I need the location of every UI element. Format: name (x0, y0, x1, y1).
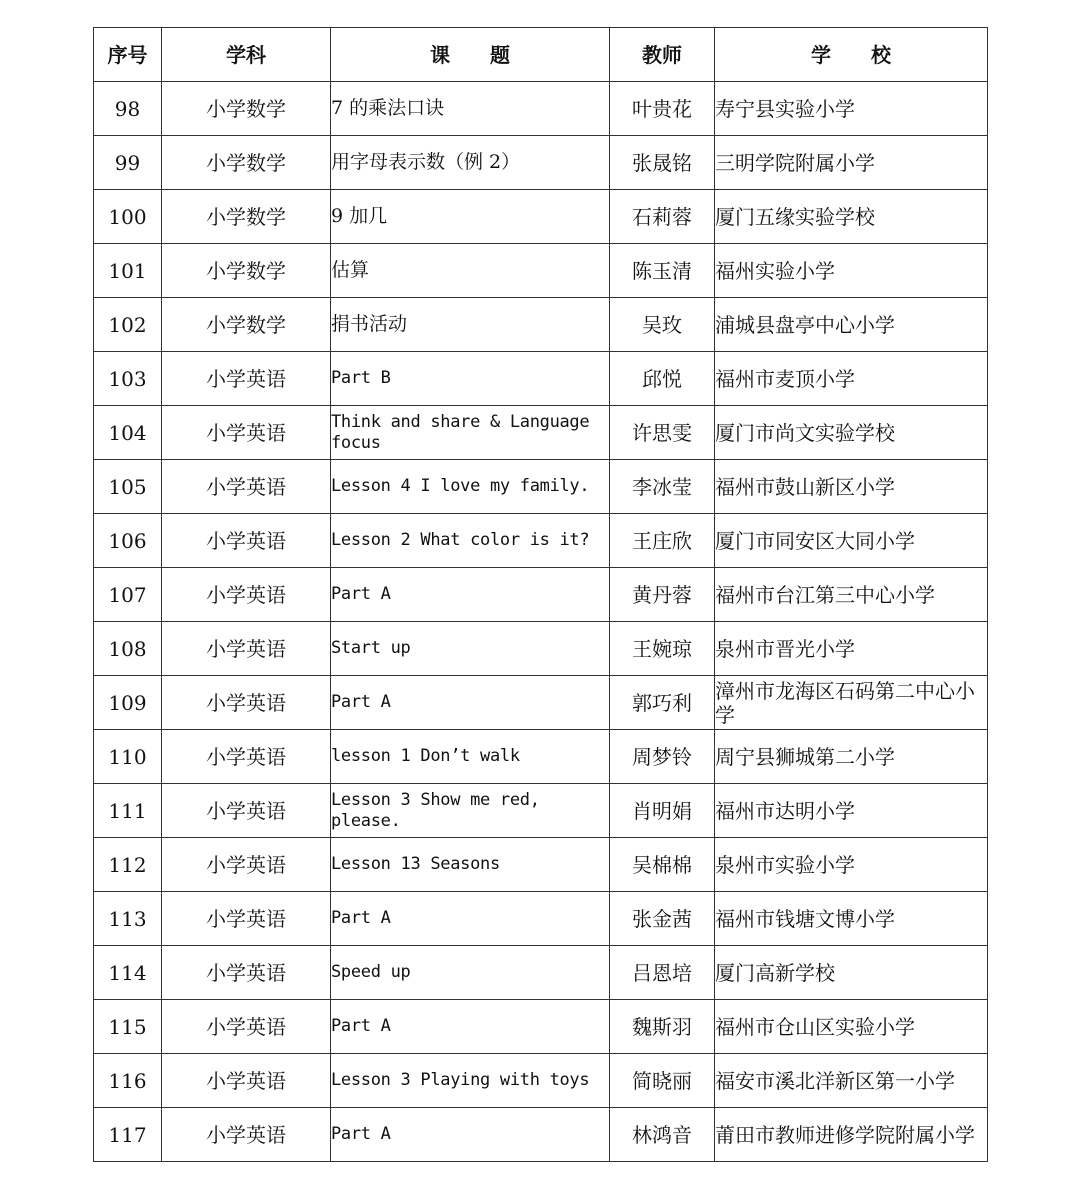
table-header (94, 28, 988, 82)
header-no: 序号 (94, 28, 162, 82)
cell-teacher: 林鸿音 (610, 1108, 715, 1162)
cell-subject: 小学英语 (162, 676, 331, 730)
cell-subject: 小学英语 (162, 784, 331, 838)
cell-teacher: 吴棉棉 (610, 838, 715, 892)
cell-topic: Part A (331, 892, 610, 946)
cell-no: 114 (94, 946, 162, 1000)
cell-teacher: 肖明娟 (610, 784, 715, 838)
cell-no: 103 (94, 352, 162, 406)
cell-teacher: 王庄欣 (610, 514, 715, 568)
cell-subject: 小学数学 (162, 298, 331, 352)
cell-teacher: 周梦铃 (610, 730, 715, 784)
cell-no: 110 (94, 730, 162, 784)
header-topic: 课 题 (331, 28, 610, 82)
cell-school: 寿宁县实验小学 (715, 82, 988, 136)
cell-school: 福州市麦顶小学 (715, 352, 988, 406)
cell-no: 117 (94, 1108, 162, 1162)
cell-school: 福州市达明小学 (715, 784, 988, 838)
cell-no: 109 (94, 676, 162, 730)
cell-no: 106 (94, 514, 162, 568)
cell-teacher: 郭巧利 (610, 676, 715, 730)
cell-subject: 小学数学 (162, 136, 331, 190)
table-row (94, 136, 988, 190)
cell-no: 113 (94, 892, 162, 946)
cell-teacher: 张金茜 (610, 892, 715, 946)
cell-school: 福州市仓山区实验小学 (715, 1000, 988, 1054)
cell-school: 漳州市龙海区石码第二中心小学 (715, 676, 988, 730)
table-row (94, 514, 988, 568)
cell-school: 泉州市晋光小学 (715, 622, 988, 676)
table-row (94, 1108, 988, 1162)
table-row (94, 244, 988, 298)
cell-topic: Part A (331, 676, 610, 730)
cell-no: 105 (94, 460, 162, 514)
cell-teacher: 吕恩培 (610, 946, 715, 1000)
cell-no: 98 (94, 82, 162, 136)
cell-school: 厦门高新学校 (715, 946, 988, 1000)
cell-subject: 小学英语 (162, 838, 331, 892)
table-row (94, 460, 988, 514)
cell-no: 115 (94, 1000, 162, 1054)
cell-no: 100 (94, 190, 162, 244)
table-row (94, 1000, 988, 1054)
cell-topic: 用字母表示数（例 2） (331, 136, 610, 190)
header-subject: 学科 (162, 28, 331, 82)
cell-subject: 小学英语 (162, 460, 331, 514)
table-row (94, 946, 988, 1000)
cell-no: 99 (94, 136, 162, 190)
cell-school: 周宁县狮城第二小学 (715, 730, 988, 784)
header-row (94, 28, 988, 82)
cell-school: 泉州市实验小学 (715, 838, 988, 892)
cell-topic: lesson 1 Don’t walk (331, 730, 610, 784)
cell-topic: Part A (331, 1000, 610, 1054)
cell-no: 112 (94, 838, 162, 892)
cell-no: 116 (94, 1054, 162, 1108)
cell-school: 浦城县盘亭中心小学 (715, 298, 988, 352)
table-row (94, 784, 988, 838)
cell-topic: Think and share & Language focus (331, 406, 610, 460)
header-teacher: 教师 (610, 28, 715, 82)
cell-no: 102 (94, 298, 162, 352)
header-school: 学 校 (715, 28, 988, 82)
table-row (94, 676, 988, 730)
table-row (94, 190, 988, 244)
cell-no: 101 (94, 244, 162, 298)
cell-no: 107 (94, 568, 162, 622)
cell-subject: 小学英语 (162, 892, 331, 946)
cell-school: 三明学院附属小学 (715, 136, 988, 190)
cell-topic: Lesson 2 What color is it? (331, 514, 610, 568)
cell-subject: 小学英语 (162, 568, 331, 622)
cell-topic: 估算 (331, 244, 610, 298)
cell-subject: 小学英语 (162, 514, 331, 568)
cell-teacher: 石莉蓉 (610, 190, 715, 244)
cell-school: 福安市溪北洋新区第一小学 (715, 1054, 988, 1108)
table-row (94, 568, 988, 622)
cell-subject: 小学英语 (162, 1000, 331, 1054)
cell-subject: 小学英语 (162, 730, 331, 784)
table-row (94, 352, 988, 406)
cell-school: 厦门五缘实验学校 (715, 190, 988, 244)
table-row (94, 892, 988, 946)
cell-teacher: 简晓丽 (610, 1054, 715, 1108)
cell-subject: 小学英语 (162, 1108, 331, 1162)
cell-subject: 小学英语 (162, 406, 331, 460)
cell-topic: Lesson 4 I love my family. (331, 460, 610, 514)
cell-topic: Lesson 3 Playing with toys (331, 1054, 610, 1108)
cell-teacher: 叶贵花 (610, 82, 715, 136)
course-table (93, 27, 988, 1162)
cell-school: 莆田市教师进修学院附属小学 (715, 1108, 988, 1162)
cell-teacher: 李冰莹 (610, 460, 715, 514)
cell-topic: Lesson 3 Show me red, please. (331, 784, 610, 838)
cell-topic: Part A (331, 1108, 610, 1162)
cell-topic: Part A (331, 568, 610, 622)
cell-no: 108 (94, 622, 162, 676)
cell-school: 福州市鼓山新区小学 (715, 460, 988, 514)
cell-teacher: 王婉琼 (610, 622, 715, 676)
cell-subject: 小学英语 (162, 352, 331, 406)
cell-subject: 小学英语 (162, 1054, 331, 1108)
cell-no: 111 (94, 784, 162, 838)
cell-teacher: 许思雯 (610, 406, 715, 460)
cell-subject: 小学英语 (162, 622, 331, 676)
cell-teacher: 邱悦 (610, 352, 715, 406)
cell-teacher: 吴玫 (610, 298, 715, 352)
table-row (94, 1054, 988, 1108)
cell-no: 104 (94, 406, 162, 460)
table-row (94, 406, 988, 460)
cell-school: 福州市台江第三中心小学 (715, 568, 988, 622)
cell-subject: 小学数学 (162, 82, 331, 136)
table-row (94, 838, 988, 892)
cell-subject: 小学数学 (162, 190, 331, 244)
cell-topic: 捐书活动 (331, 298, 610, 352)
table-row (94, 730, 988, 784)
cell-topic: Lesson 13 Seasons (331, 838, 610, 892)
table-body (94, 82, 988, 1162)
cell-teacher: 魏斯羽 (610, 1000, 715, 1054)
table-row (94, 298, 988, 352)
cell-teacher: 黄丹蓉 (610, 568, 715, 622)
cell-topic: Speed up (331, 946, 610, 1000)
table-row (94, 622, 988, 676)
table-row (94, 82, 988, 136)
cell-school: 福州市钱塘文博小学 (715, 892, 988, 946)
cell-topic: Part B (331, 352, 610, 406)
cell-teacher: 陈玉清 (610, 244, 715, 298)
cell-school: 厦门市同安区大同小学 (715, 514, 988, 568)
cell-school: 福州实验小学 (715, 244, 988, 298)
cell-topic: 9 加几 (331, 190, 610, 244)
cell-topic: 7 的乘法口诀 (331, 82, 610, 136)
cell-teacher: 张晟铭 (610, 136, 715, 190)
cell-subject: 小学数学 (162, 244, 331, 298)
cell-school: 厦门市尚文实验学校 (715, 406, 988, 460)
cell-subject: 小学英语 (162, 946, 331, 1000)
cell-topic: Start up (331, 622, 610, 676)
